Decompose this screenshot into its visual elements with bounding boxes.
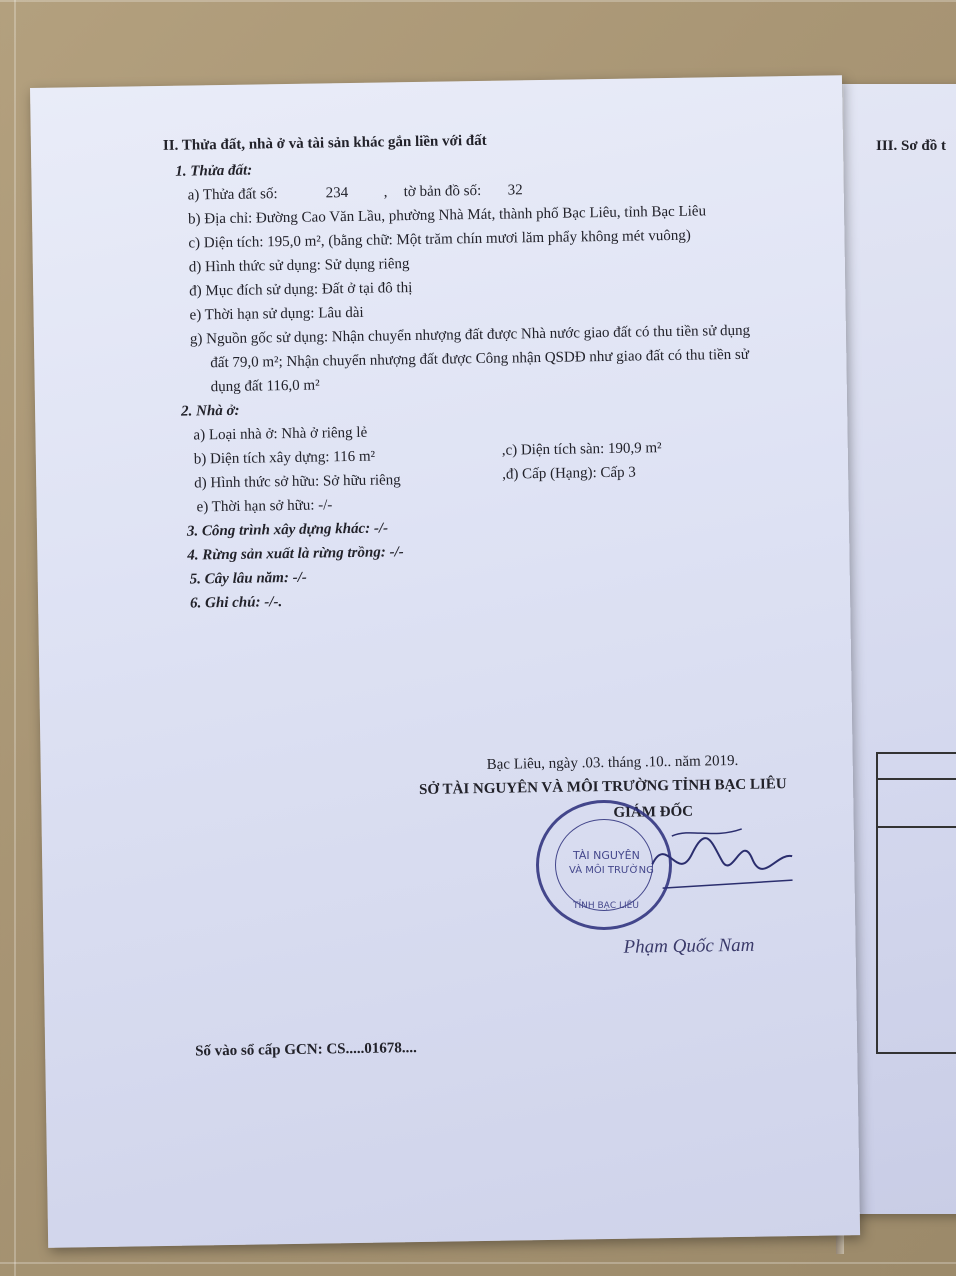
signing-date: Bạc Liêu, ngày .03. tháng .10.. năm 2019. <box>486 752 739 773</box>
land-map-number: 32 <box>507 182 523 199</box>
land-parcel-sep: , <box>383 184 388 201</box>
land-parcel-label: a) Thửa đất số: <box>187 186 278 204</box>
land-usage-term: e) Thời hạn sử dụng: Lâu dài <box>189 304 364 324</box>
seal-line-1: TÀI NGUYÊN <box>573 849 640 862</box>
land-origin-line2: đất 79,0 m²; Nhận chuyển nhượng đất được Công nhận QSDĐ như giao đất có thu tiền sử <box>210 346 750 372</box>
seal-bottom-text: TỈNH BẠC LIÊU <box>573 901 639 911</box>
notes: 6. Ghi chú: -/-. <box>189 594 283 612</box>
signer-name: Phạm Quốc Nam <box>623 934 755 958</box>
land-origin-line3: dụng đất 116,0 m² <box>210 377 320 396</box>
table-rule-4 <box>876 1052 956 1054</box>
perennial-trees: 5. Cây lâu năm: -/- <box>189 569 307 588</box>
official-seal <box>536 800 672 930</box>
signer-position: GIÁM ĐỐC <box>613 803 694 821</box>
land-parcel-number: 234 <box>325 185 349 202</box>
floor-seam-left <box>14 0 16 1276</box>
table-rule-1 <box>876 752 956 754</box>
house-ownership-form: d) Hình thức sở hữu: Sở hữu riêng <box>194 472 401 492</box>
other-construction: 3. Công trình xây dựng khác: -/- <box>186 520 389 540</box>
house-grade: ,đ) Cấp (Hạng): Cấp 3 <box>502 464 636 483</box>
floor-seam-bottom <box>0 1262 956 1264</box>
land-address: b) Địa chỉ: Đường Cao Văn Lầu, phường Nhà Mát, thành phố Bạc Liêu, tỉnh Bạc Liêu <box>187 203 707 228</box>
floor-seam-top <box>0 0 956 2</box>
land-area: c) Diện tích: 195,0 m², (bằng chữ: Một trăm chín mươi lăm phẩy không mét vuông) <box>188 227 691 252</box>
table-rule-3 <box>876 826 956 828</box>
table-rule-2 <box>876 778 956 780</box>
section-title: II. Thửa đất, nhà ở và tài sản khác gắn liền với đất <box>162 132 487 154</box>
issuing-agency: SỞ TÀI NGUYÊN VÀ MÔI TRƯỜNG TỈNH BẠC LIÊU <box>418 776 787 798</box>
registry-number: Số vào sổ cấp GCN: CS.....01678.... <box>195 1040 417 1060</box>
certificate-page <box>30 75 860 1248</box>
right-page-title: III. Sơ đồ t <box>876 138 946 154</box>
land-usage-form: d) Hình thức sử dụng: Sử dụng riêng <box>188 256 410 276</box>
land-map-label: tờ bản đồ số: <box>403 182 482 201</box>
table-col-left <box>876 752 878 1052</box>
land-usage-purpose: đ) Mục đích sử dụng: Đất ở tại đô thị <box>189 280 413 300</box>
land-heading: 1. Thửa đất: <box>175 162 253 180</box>
house-type: a) Loại nhà ở: Nhà ở riêng lẻ <box>193 424 368 444</box>
house-floor-area: ,c) Diện tích sàn: 190,9 m² <box>501 440 662 459</box>
house-ownership-term: e) Thời hạn sở hữu: -/- <box>196 497 333 516</box>
seal-line-2: VÀ MÔI TRƯỜNG <box>569 865 654 876</box>
house-build-area: b) Diện tích xây dựng: 116 m² <box>193 448 376 468</box>
production-forest: 4. Rừng sản xuất là rừng trồng: -/- <box>187 544 404 564</box>
right-page <box>842 84 956 1214</box>
house-heading: 2. Nhà ở: <box>180 402 240 420</box>
land-origin-line1: g) Nguồn gốc sử dụng: Nhận chuyển nhượng đất được Nhà nước giao đất có thu tiền sử dụng <box>189 322 751 348</box>
